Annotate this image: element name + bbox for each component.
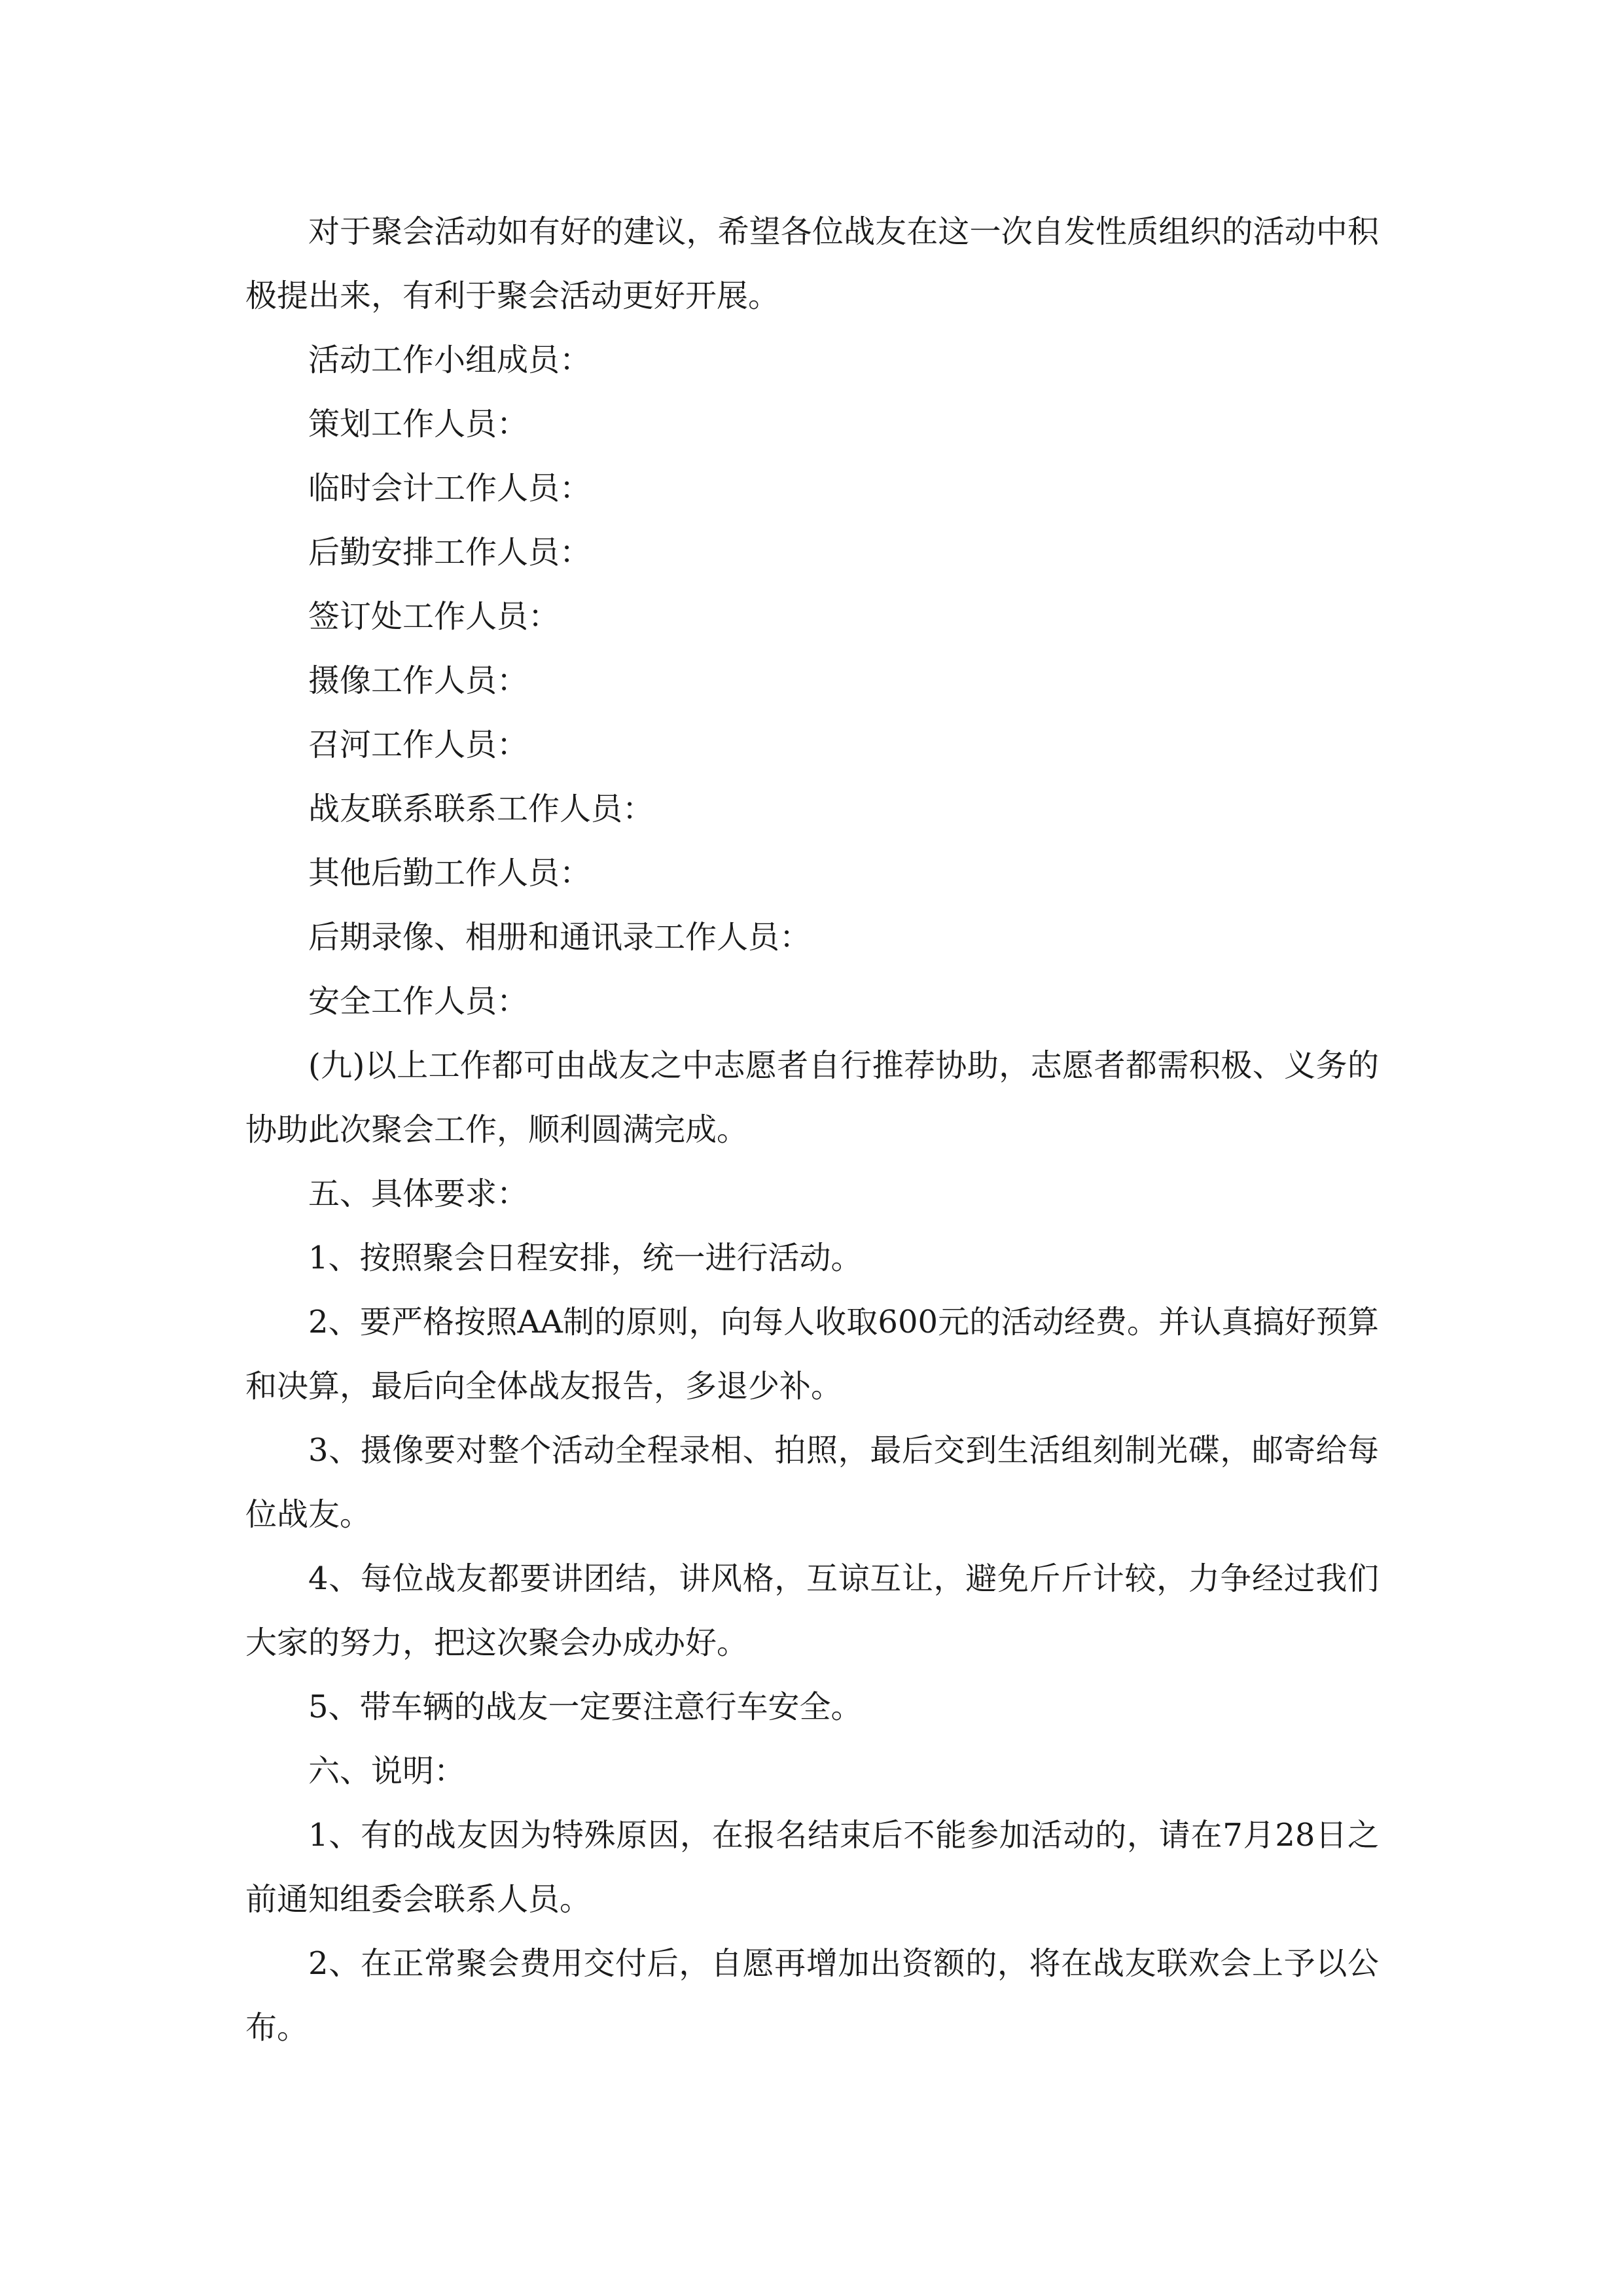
paragraph-camera-staff: 摄像工作人员： bbox=[308, 662, 529, 699]
requirement-item-1: 1、按照聚会日程安排，统一进行活动。 bbox=[308, 1240, 863, 1276]
requirement-item-4: 4、每位战友都要讲团结，讲风格，互谅互让，避免斤斤计较，力争经过我们大家的努力，把这次聚会办成办好。 bbox=[245, 1560, 1379, 1661]
note-item-2: 2、在正常聚会费用交付后，自愿再增加出资额的，将在战友联欢会上予以公布。 bbox=[245, 1945, 1379, 2046]
paragraph-signing-staff: 签订处工作人员： bbox=[308, 598, 560, 635]
paragraph-suggestions: 对于聚会活动如有好的建议，希望各位战友在这一次自发性质组织的活动中积极提出来，有利于聚会活动更好开展。 bbox=[245, 213, 1379, 314]
requirement-item-2: 2、要严格按照AA制的原则，向每人收取600元的活动经费。并认真搞好预算和决算，最后向全体战友报告，多退少补。 bbox=[245, 1304, 1379, 1405]
note-item-1: 1、有的战友因为特殊原因，在报名结束后不能参加活动的，请在7月28日之前通知组委会联系人员。 bbox=[245, 1817, 1379, 1918]
paragraph-safety-staff: 安全工作人员： bbox=[308, 983, 529, 1020]
paragraph-team-members: 活动工作小组成员： bbox=[308, 342, 592, 378]
paragraph-video-album-staff: 后期录像、相册和通讯录工作人员： bbox=[308, 919, 812, 956]
section-heading-requirements: 五、具体要求： bbox=[308, 1175, 529, 1212]
paragraph-planning-staff: 策划工作人员： bbox=[308, 406, 529, 442]
document-body bbox=[245, 200, 1379, 2060]
section-heading-notes: 六、说明： bbox=[308, 1753, 466, 1789]
paragraph-accounting-staff: 临时会计工作人员： bbox=[308, 470, 592, 507]
requirement-item-3: 3、摄像要对整个活动全程录相、拍照，最后交到生活组刻制光碟，邮寄给每位战友。 bbox=[245, 1432, 1379, 1533]
paragraph-logistics-staff: 后勤安排工作人员： bbox=[308, 534, 592, 571]
paragraph-volunteers: (九)以上工作都可由战友之中志愿者自行推荐协助，志愿者都需积极、义务的协助此次聚会工作，顺利圆满完成。 bbox=[245, 1047, 1379, 1148]
paragraph-other-logistics-staff: 其他后勤工作人员： bbox=[308, 855, 592, 891]
requirement-item-5: 5、带车辆的战友一定要注意行车安全。 bbox=[308, 1689, 863, 1725]
paragraph-zhaohe-staff: 召河工作人员： bbox=[308, 726, 529, 763]
paragraph-contact-staff: 战友联系联系工作人员： bbox=[308, 791, 654, 827]
